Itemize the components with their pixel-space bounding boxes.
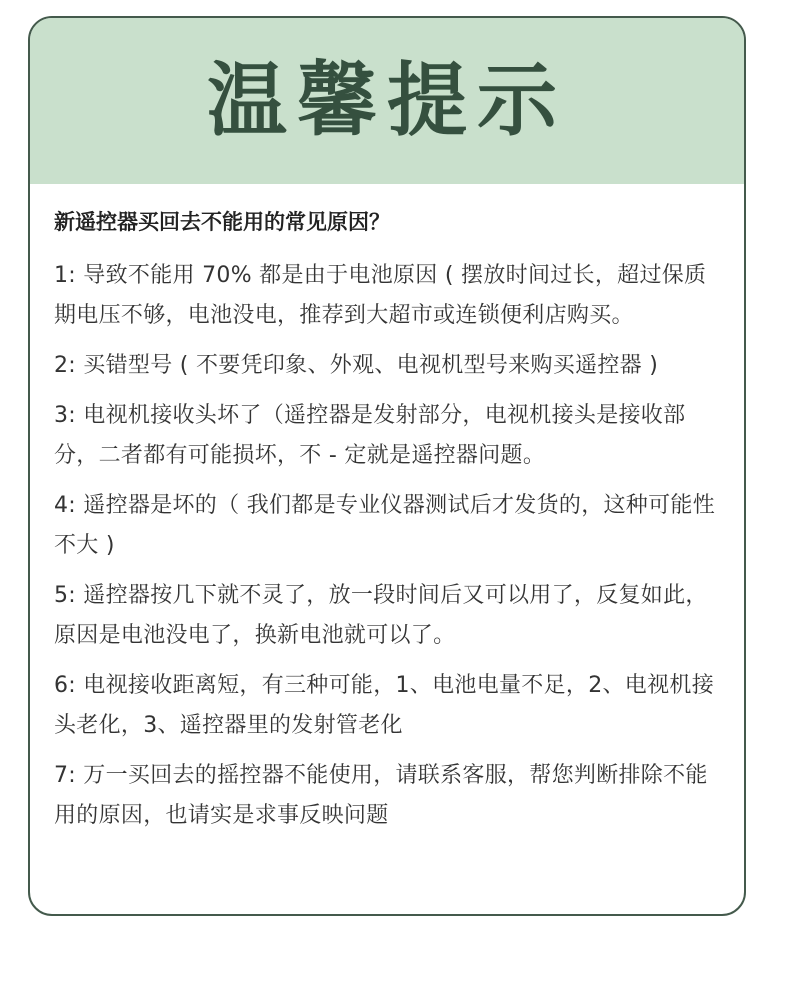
reason-item-5: 5: 遥控器按几下就不灵了，放一段时间后又可以用了，反复如此，原因是电池没电了，换新电池就可以了。: [54, 583, 708, 648]
reason-item-3: 3: 电视机接收头坏了（遥控器是发射部分，电视机接头是接收部分，二者都有可能损坏，不 - 定就是遥控器问题。: [54, 403, 686, 468]
reason-item-6: 6: 电视接收距离短，有三种可能，1、电池电量不足，2、电视机接头老化，3、遥控器里的发射管老化: [54, 673, 714, 738]
reason-item-2: 2: 买错型号 ( 不要凭印象、外观、电视机型号来购买遥控器 ): [54, 353, 659, 378]
reason-item-4: 4: 遥控器是坏的（ 我们都是专业仪器测试后才发货的，这种可能性不大 ): [54, 493, 715, 558]
page-title: 温馨提示: [207, 54, 567, 147]
reason-item-1: 1: 导致不能用 70% 都是由于电池原因 ( 摆放时间过长，超过保质期电压不够，电池没电，推荐到大超市或连锁便利店购买。: [54, 263, 707, 328]
notice-card: [28, 16, 746, 916]
question-heading: 新遥控器买回去不能用的常见原因？: [54, 210, 390, 234]
reason-item-7: 7: 万一买回去的摇控器不能使用，请联系客服，帮您判断排除不能用的原因，也请实是求事反映问题: [54, 763, 708, 828]
notice-content: [54, 206, 724, 846]
header-banner: [30, 18, 744, 184]
